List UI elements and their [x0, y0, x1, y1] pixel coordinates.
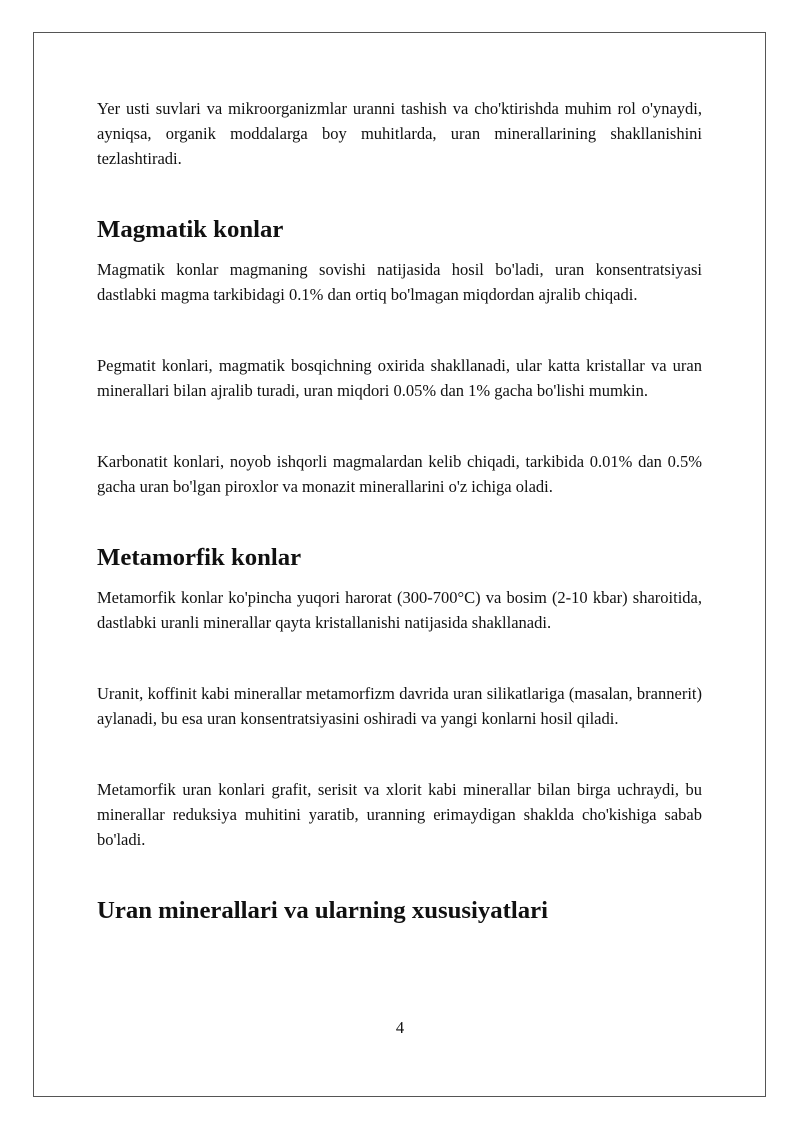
heading-uranium-minerals: Uran minerallari va ularning xususiyatlari	[97, 897, 549, 924]
paragraph-metamorphic-minerals: Metamorfik uran konlari grafit, serisit va xlorit kabi minerallar bilan birga uchraydi, bu minerallar reduksiya muhitini yaratib, uranning erimaydigan shaklda cho'kishiga sabab bo'ladi.	[97, 780, 702, 849]
heading-magmatic-deposits: Magmatik konlar	[97, 216, 284, 243]
paragraph-magmatic-deposits: Magmatik konlar magmaning sovishi natijasida hosil bo'ladi, uran konsentratsiyasi dastlabki magma tarkibidagi 0.1% dan ortiq bo'lmagan miqdordan ajralib chiqadi.	[97, 260, 702, 304]
paragraph-metamorphic-deposits: Metamorfik konlar ko'pincha yuqori harorat (300-700°C) va bosim (2-10 kbar) sharoitida, dastlabki uranli minerallar qayta kristallanishi natijasida shakllanadi.	[97, 588, 702, 632]
paragraph-pegmatite-deposits: Pegmatit konlari, magmatik bosqichning oxirida shakllanadi, ular katta kristallar va uran minerallari bilan ajralib turadi, uran miqdori 0.05% dan 1% gacha bo'lishi mumkin.	[97, 356, 702, 400]
paragraph-carbonatite-deposits: Karbonatit konlari, noyob ishqorli magmalardan kelib chiqadi, tarkibida 0.01% dan 0.5% gacha uran bo'lgan piroxlor va monazit minerallarini o'z ichiga oladi.	[97, 452, 702, 496]
paragraph-uraninite-coffinite: Uranit, koffinit kabi minerallar metamorfizm davrida uran silikatlariga (masalan, brannerit) aylanadi, bu esa uran konsentratsiyasini oshiradi va yangi konlarni hosil qiladi.	[97, 684, 702, 728]
paragraph-surface-water: Yer usti suvlari va mikroorganizmlar uranni tashish va cho'ktirishda muhim rol o'ynaydi, ayniqsa, organik moddalarga boy muhitlarda, uran minerallarining shakllanishini tezlashtiradi.	[97, 99, 702, 168]
heading-metamorphic-deposits: Metamorfik konlar	[97, 544, 302, 571]
document-body	[97, 96, 702, 923]
page-number: 4	[395, 1018, 405, 1037]
